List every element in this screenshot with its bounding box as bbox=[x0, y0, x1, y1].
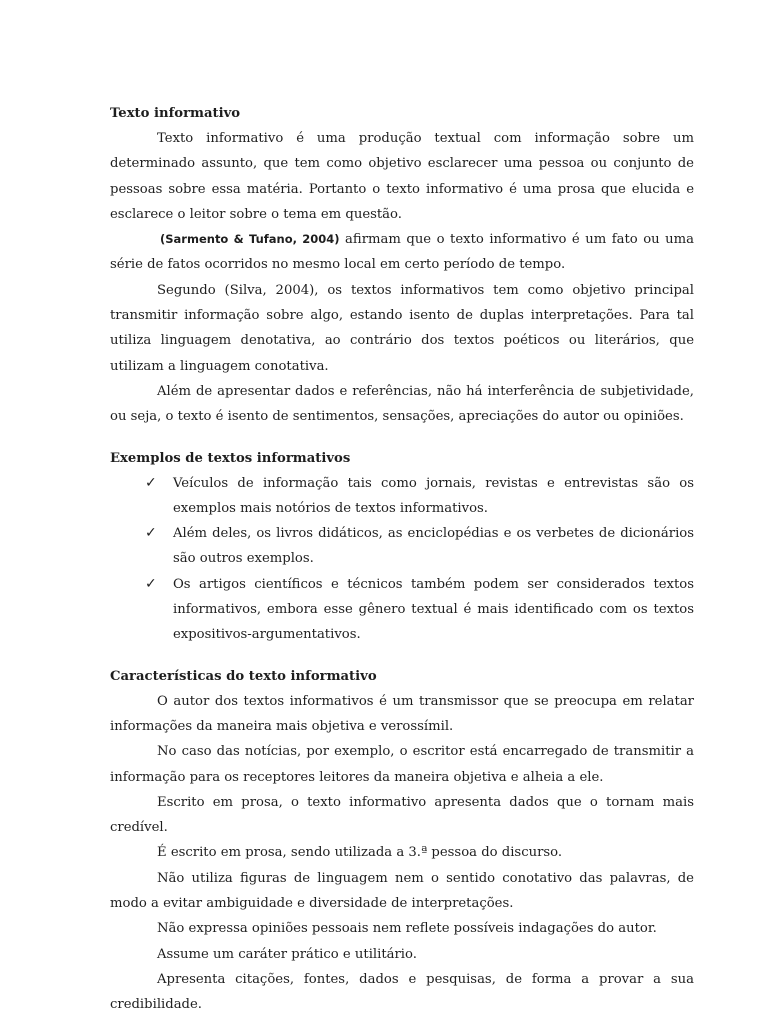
paragraph-citation bbox=[110, 227, 694, 278]
paragraph: Além de apresentar dados e referências, não há interferência de subjetividade, ou seja, o texto é isento de sentimentos, sensações, apreciações do autor ou opiniões. bbox=[110, 383, 694, 425]
paragraph: Assume um caráter prático e utilitário. bbox=[157, 946, 417, 962]
paragraph: Escrito em prosa, o texto informativo apresenta dados que o tornam mais credível. bbox=[110, 794, 694, 836]
section-heading: Texto informativo bbox=[110, 106, 241, 121]
section-caracteristicas bbox=[110, 664, 694, 1018]
paragraph: Não utiliza figuras de linguagem nem o sentido conotativo das palavras, de modo a evitar ambiguidade e diversidade de interpretações. bbox=[110, 870, 694, 912]
list-item-text: Além deles, os livros didáticos, as enciclopédias e os verbetes de dicionários são outros exemplos. bbox=[173, 526, 694, 567]
citation: (Sarmento & Tufano, 2004) bbox=[160, 232, 340, 247]
list-item bbox=[110, 572, 694, 648]
paragraph: É escrito em prosa, sendo utilizada a 3.ª pessoa do discurso. bbox=[157, 845, 563, 861]
list-item-text: Os artigos científicos e técnicos também podem ser considerados textos informativos, embora esse gênero textual é mais identificado com os textos expositivos-argumentativos. bbox=[173, 576, 694, 643]
checkmark-icon: ✓ bbox=[145, 474, 157, 491]
paragraph: Apresenta citações, fontes, dados e pesquisas, de forma a provar a sua credibilidade. bbox=[110, 971, 694, 1013]
checkmark-icon: ✓ bbox=[145, 525, 157, 542]
document-body bbox=[110, 101, 694, 1034]
paragraph: O autor dos textos informativos é um transmissor que se preocupa em relatar informações da maneira mais objetiva e verossímil. bbox=[110, 693, 694, 734]
list-item bbox=[110, 521, 694, 572]
checkmark-icon: ✓ bbox=[145, 575, 157, 592]
paragraph: Segundo (Silva, 2004), os textos informativos tem como objetivo principal transmitir informação sobre algo, estando isento de duplas interpretações. Para tal utiliza linguagem denotativa, ao contrário dos textos poéticos ou literários, que utilizam a linguagem conotativa. bbox=[110, 282, 694, 374]
paragraph: No caso das notícias, por exemplo, o escritor está encarregado de transmitir a informação para os receptores leitores da maneira objetiva e alheia a ele. bbox=[110, 744, 694, 785]
section-texto-informativo bbox=[110, 101, 694, 430]
section-heading: Características do texto informativo bbox=[110, 668, 377, 684]
section-heading: Exemplos de textos informativos bbox=[110, 450, 351, 466]
paragraph: Texto informativo é uma produção textual com informação sobre um determinado assunto, que tem como objetivo esclarecer uma pessoa ou conjunto de pessoas sobre essa matéria. Portanto o texto informativo é uma prosa que elucida e esclarece o leitor sobre o tema em questão. bbox=[110, 131, 694, 222]
list-item-text: Veículos de informação tais como jornais, revistas e entrevistas são os exemplos mais notórios de textos informativos. bbox=[173, 475, 694, 516]
section-exemplos bbox=[110, 446, 694, 648]
list-item bbox=[110, 471, 694, 522]
paragraph-text: afirmam que o texto informativo é um fato ou uma série de fatos ocorridos no mesmo local em certo período de tempo. bbox=[110, 232, 694, 273]
paragraph: Não expressa opiniões pessoais nem reflete possíveis indagações do autor. bbox=[157, 921, 657, 937]
examples-list bbox=[110, 471, 694, 648]
